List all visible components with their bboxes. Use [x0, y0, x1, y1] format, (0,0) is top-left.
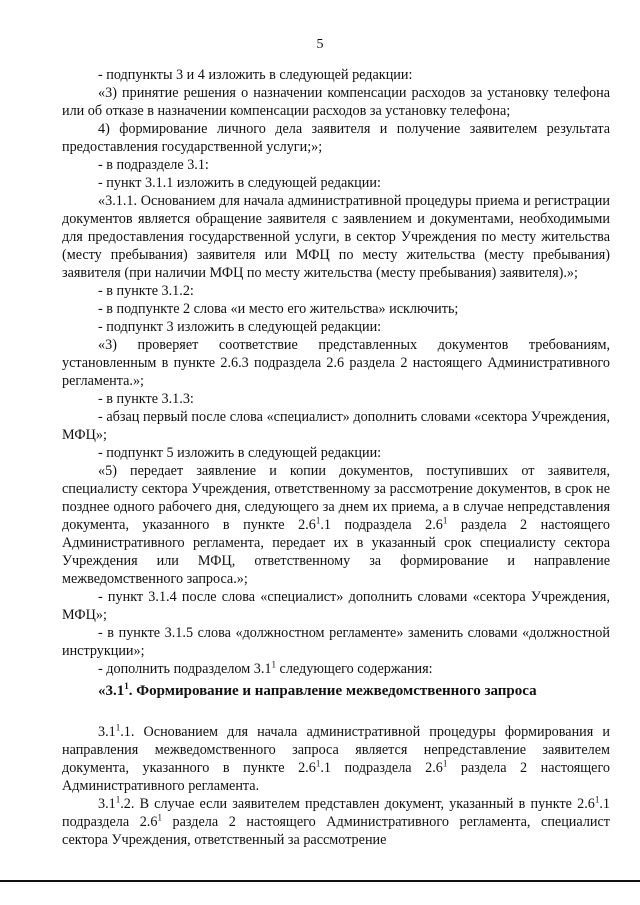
paragraph: - пункт 3.1.1 изложить в следующей редакции: [98, 175, 381, 191]
paragraph: - в подразделе 3.1: [98, 157, 209, 173]
paragraph: - абзац первый после слова «специалист» дополнить словами «сектора Учреждения, МФЦ»; [62, 409, 610, 443]
paragraph: - подпункт 5 изложить в следующей редакции: [98, 445, 382, 461]
paragraph: - подпункты 3 и 4 изложить в следующей редакции: [98, 67, 413, 83]
paragraph: «3) принятие решения о назначении компенсации расходов за установку телефона или об отказе в назначении компенсации расходов за установку телефона; [62, 85, 610, 119]
bottom-rule [0, 880, 640, 882]
page-number: 5 [316, 37, 324, 52]
paragraph: - в пункте 3.1.2: [98, 283, 194, 299]
paragraph: 4) формирование личного дела заявителя и получение заявителем результата предоставления государственной услуги;»; [62, 121, 610, 155]
paragraph: - подпункт 3 изложить в следующей редакции: [98, 319, 382, 335]
section-heading: «$3.1^1$. Формирование и направление межведомственного запроса [98, 681, 537, 699]
paragraph: - пункт 3.1.4 после слова «специалист» дополнить словами «сектора Учреждения, МФЦ»; [62, 589, 610, 623]
paragraph: - в пункте 3.1.3: [98, 391, 194, 407]
paragraph: $3.1^1.2$. В случае если заявителем представлен документ, указанный в пункте $2.6^1.1$ подраздела $2.6^1$ раздела 2 настоящего Административного регламента, специалист сектора Учреждения, ответственный за рассмотрение [62, 794, 610, 848]
paragraph: - в пункте 3.1.5 слова «должностном регламенте» заменить словами «должностной инструкции»; [62, 625, 610, 659]
paragraph: - дополнить подразделом $3.1^1$ следующего содержания: [98, 659, 433, 677]
paragraph: «5) передает заявление и копии документов, поступивших от заявителя, специалисту сектора Учреждения, ответственному за рассмотрение документов, в срок не позднее одного рабочего дня, следующего за днем их приема, а в случае непредставления документа, указанного в пункте $2.6^1.1$ подраздела $2.6^1$ раздела 2 настоящего Административного регламента, передает их в указанный срок специалисту сектора Учреждения или МФЦ, ответственному за формирование и направление межведомственного запроса.»; [62, 463, 610, 587]
document-body [62, 66, 610, 849]
paragraph: «3.1.1. Основанием для начала административной процедуры приема и регистрации документов является обращение заявителя с заявлением и документами, необходимыми для предоставления государственной услуги, в сектор Учреждения по месту жительства (месту пребывания) заявителя или МФЦ по месту жительства (месту пребывания) заявителя (при наличии МФЦ по месту жительства (месту пребывания) заявителя).»; [62, 193, 610, 281]
paragraph: «3) проверяет соответствие представленных документов требованиям, установленным в пункте 2.6.3 подраздела 2.6 раздела 2 настоящего Административного регламента.»; [62, 337, 610, 389]
paragraph: $3.1^1.1$. Основанием для начала административной процедуры формирования и направления межведомственного запроса является непредставление заявителем документа, указанного в пункте $2.6^1.1$ подраздела $2.6^1$ раздела 2 настоящего Административного регламента. [62, 722, 610, 794]
paragraph: - в подпункте 2 слова «и место его жительства» исключить; [98, 301, 459, 317]
